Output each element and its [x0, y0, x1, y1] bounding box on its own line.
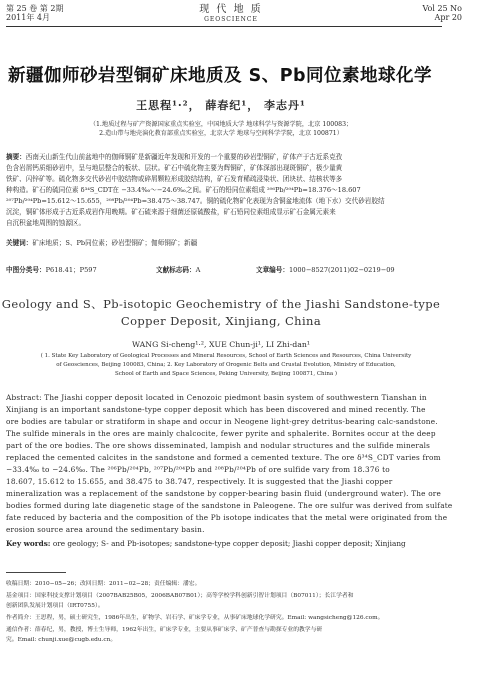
header-left [6, 4, 63, 22]
journal-name-en: GEOSCIENCE [204, 16, 258, 23]
abstract-en-line: 18.607, 15.612 to 15.655, and 38.475 to 38.747, respectively. It is suggested that the Jiashi copper [6, 477, 393, 486]
volume-en: Vol 25 No [422, 4, 462, 13]
abstract-cn-line: 沉淀，铜矿体形成于古近系成岩作用晚期。矿石硫来源于细菌还原硫酸盐，矿石铅同位素组成显示矿石金属元素来 [6, 208, 336, 216]
abstract-cn-line: 自沉积盆地周围的蚀源区。 [6, 219, 86, 227]
abstract-cn-line: ²⁰⁷Pb/²⁰⁴Pb=15.612～15.655，²⁰⁸Pb/²⁰⁴Pb=38.475～38.747。铜的硫化物矿化表现为含铜盆地流体（地下水）交代砂岩胶结 [6, 197, 385, 205]
abstract-text: 西南天山新生代山前盆地中的伽师铜矿是新疆近年发现和开发的一个重要的砂岩型铜矿，矿体产于古近系克孜 [25, 153, 343, 161]
keywords-en-label: Key words: [6, 539, 51, 548]
article-no-label: 文章编号： [256, 266, 289, 274]
abstract-en-line: mineralization was a replacement of the sandstone by copper-bearing basin fluid (underground water). The ore [6, 489, 442, 498]
paper-title-en [0, 296, 442, 330]
abstract-en-line: bodies formed during late diagenetic stage of the sandstone in Paleogene. The ore sulfur was derived from sulfate [6, 501, 453, 510]
abstract-en-line: −33.4‰ to −24.6‰. The ²⁰⁶Pb/²⁰⁴Pb, ²⁰⁷Pb/²⁰⁴Pb and ²⁰⁸Pb/²⁰⁴Pb of ore sulfide vary from 18.376 to [6, 465, 390, 474]
clc-label: 中图分类号： [6, 266, 46, 274]
doc-code-label: 文献标志码： [156, 266, 196, 274]
journal-name-cn: 现 代 地 质 [199, 4, 263, 15]
running-header [6, 4, 462, 26]
header-rule [6, 26, 442, 27]
affiliation-cn-1: （1.地质过程与矿产资源国家重点实验室，中国地质大学 地球科学与资源学院，北京 100083； [89, 121, 353, 128]
date-cn: 2011年 4月 [6, 13, 50, 22]
abstract-en-line: The sulfide minerals in the ores are mainly chalcocite, fewer pyrite and sphalerite. Bornites occur at the deep [6, 429, 436, 438]
abstract-en-line: Xinjiang is an important sandstone-type copper deposit which has been discovered and mined recently. The [6, 405, 426, 414]
abstract-en-line: fate reduced by bacteria and the composition of the Pb isotope indicates that the metal were originated from the [6, 513, 448, 522]
abstract-cn-line: 色含岩屑钙质细砂岩中，呈与地层整合的板状、层状。矿石中硫化物主要为辉铜矿，矿体深部出现斑铜矿，极少量黄 [6, 164, 343, 172]
abstract-cn-line [6, 152, 476, 163]
abstract-cn-line: 种构造。矿石的硫同位素 δ³⁴S_CDT在 −33.4‰～−24.6‰之间。矿石的铅同位素组成 ²⁰⁶Pb/²⁰⁴Pb=18.376～18.607 [6, 186, 361, 194]
abstract-en-line: Abstract: The Jiashi copper deposit located in Cenozoic piedmont basin system of southwestern Tianshan in [6, 393, 427, 402]
keywords-cn [6, 238, 476, 249]
title-en-line: Geology and S、Pb-isotopic Geochemistry of the Jiashi Sandstone-type [1, 297, 441, 311]
footnote-line: 创新团队发展计划项目（IRT0755）。 [6, 603, 104, 609]
authors-cn: 王思程¹·²， 薛春纪¹， 李志丹¹ [136, 99, 306, 112]
affiliation-en-1: ( 1. State Key Laboratory of Geological Processes and Mineral Resources, School of Earth Sciences and Resources, China University [40, 353, 412, 359]
authors-en: WANG Si-cheng¹·², XUE Chun-ji¹, LI Zhi-dan¹ [132, 340, 310, 349]
title-en-line: Copper Deposit, Xinjiang, China [120, 314, 322, 328]
abstract-en-line: erosion source area around the sedimentary basin. [6, 525, 205, 534]
footnote-line: 作者简介：王思程，男，硕士研究生，1986年出生，矿物学、岩石学、矿床学专业，从事矿床地球化学研究。Email: wangsicheng@126.com。 [6, 615, 384, 621]
keywords-label: 关键词： [6, 239, 33, 247]
article-no-value: 1000−8527(2011)02−0219−09 [288, 266, 395, 274]
affiliation-en-3: School of Earth and Space Sciences, Peking University, Beijing 100871, China ) [114, 371, 338, 377]
footnote-rule [6, 572, 66, 573]
abstract-en-line: part of the ore bodies. The ore shows disseminated, lampish and nodular structures and the sulfide minerals [6, 441, 431, 450]
header-center [156, 4, 306, 24]
abstract-en-line: ore bodies are tabular or stratiform in shape and occur in Neogene light-grey detritus-bearing calc-sandstone. [6, 417, 438, 426]
footnote-line: 基金项目：国家科技支撑计划项目（2007BAB25B05，2006BAB07B01）；高等学校学科创新引智计划项目（B07011）；长江学者和 [6, 593, 354, 599]
keywords-en [6, 538, 486, 550]
abstract-cn-line: 铁矿、闪锌矿等。硫化物多交代砂岩中胶结物或碎屑颗粒形成胶结结构，矿石发育稀疏浸染状、团块状、结核状等多 [6, 175, 343, 183]
footnote-line: 究。Email: chunji.xue@cugb.edu.cn。 [6, 637, 117, 643]
footnote-line: 通信作者：薛春纪，男，教授，博士生导师，1962年出生，矿床学专业，主要从事矿床学、矿产普查与勘探专业的教学与研 [6, 627, 323, 633]
keywords-text: 矿床地质；S、Pb同位素；砂岩型铜矿；伽师铜矿；新疆 [32, 239, 198, 247]
date-en: Apr 20 [434, 13, 462, 22]
paper-title-cn: 新疆伽师砂岩型铜矿床地质及 S、Pb同位素地球化学 [8, 66, 433, 86]
abstract-en-line: replaced the cemented calcites in the sandstone and formed a cemented texture. The ore δ³⁴S_CDT varies from [6, 453, 441, 462]
volume-cn: 第 25 卷 第 2期 [6, 4, 64, 13]
keywords-en-text: ore geology; S- and Pb-isotopes; sandstone-type copper deposit; Jiashi copper deposit; Xinjiang [50, 539, 406, 548]
affiliation-cn-2: 2.造山带与地壳演化教育部重点实验室，北京大学 地球与空间科学学院，北京 100871） [99, 130, 343, 137]
header-right [382, 4, 462, 22]
footnote-line: 收稿日期：2010−05−26；改回日期：2011−02−28；责任编辑：潘宏。 [6, 581, 201, 587]
clc-value: P618.41；P597 [45, 266, 97, 274]
doc-code-value: A [195, 266, 201, 274]
affiliation-en-2: of Geosciences, Beijing 100083, China; 2. Key Laboratory of Orogenic Belts and Crustal Evolution, Ministry of Education, [56, 362, 396, 368]
abstract-label: 摘要： [6, 153, 26, 161]
